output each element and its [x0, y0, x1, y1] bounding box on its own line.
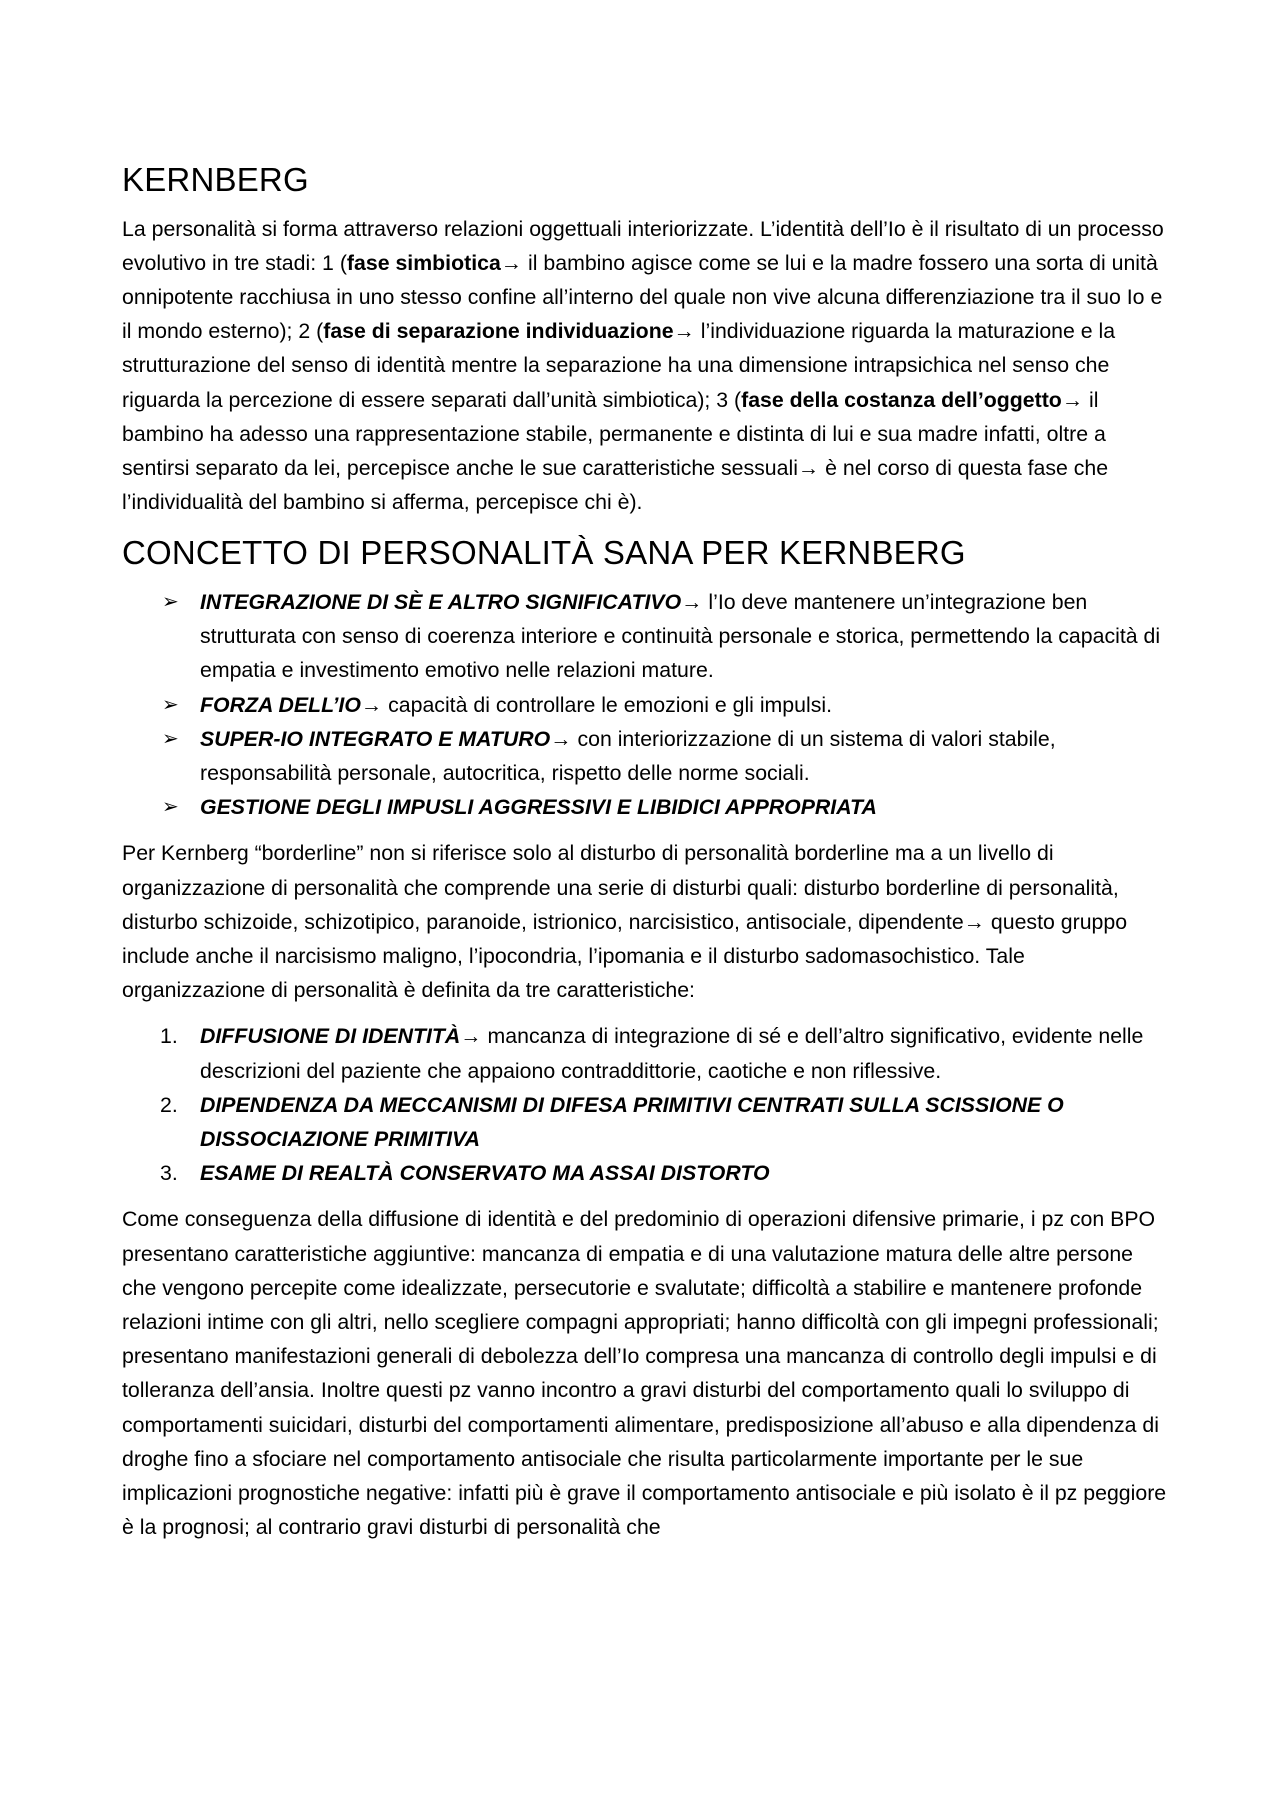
list-item-label: GESTIONE DEGLI IMPUSLI AGGRESSIVI E LIBIDICI APPROPRIATA — [200, 795, 877, 820]
list-item — [162, 688, 1170, 722]
numbered-item — [160, 1019, 1170, 1087]
para1-bold-fase-separazione: fase di separazione individuazione — [323, 319, 674, 344]
list-item-text: con interiorizzazione di un sistema di valori stabile, responsabilità personale, autocritica, rispetto delle norme sociali. — [200, 726, 1056, 786]
heading-kernberg: KERNBERG — [122, 161, 309, 198]
numbered-item — [160, 1088, 1170, 1156]
item-number: 2. — [160, 1092, 178, 1117]
paragraph-stadi — [122, 212, 1170, 520]
arrow-bullet-icon: ➢ — [162, 796, 179, 819]
para1-text-2: → il bambino agisce come se lui e la madre fossero una sorta di unità onnipotente racchiusa in uno stesso confine all’interno del quale non vive alcuna differenziazione tra il suo Io e il mondo esterno); 2 ( — [122, 250, 1163, 344]
paragraph-borderline: Per Kernberg “borderline” non si riferisce solo al disturbo di personalità borderline ma a un livello di organizzazione di personalità che comprende una serie di disturbi quali: disturbo borderline di personalità, disturbo schizoide, schizotipico, paranoide, istrionico, narcisistico, antisociale, dipendente→ questo gruppo include anche il narcisismo maligno, l’ipocondria, l’ipomania e il disturbo sadomasochistico. Tale organizzazione di personalità è definita da tre caratteristiche: — [122, 841, 1128, 1003]
list-item-label: INTEGRAZIONE DI SÈ E ALTRO SIGNIFICATIVO→ — [200, 590, 703, 615]
para1-bold-fase-simbiotica: fase simbiotica — [346, 250, 501, 275]
arrow-bullet-icon: ➢ — [162, 727, 179, 750]
list-item-text: l’Io deve mantenere un’integrazione ben strutturata con senso di coerenza interiore e continuità personale e storica, permettendo la capacità di empatia e investimento emotivo nelle relazioni mature. — [200, 590, 1161, 683]
numbered-item-label: DIPENDENZA DA MECCANISMI DI DIFESA PRIMITIVI CENTRATI SULLA SCISSIONE O DISSOCIAZIONE PRIMITIVA — [200, 1092, 1064, 1152]
para1-text-4: → il bambino ha adesso una rappresentazione stabile, permanente e distinta di lui e sua madre infatti, oltre a sentirsi separato da lei, percepisce anche le sue caratteristiche sessuali→ è nel corso di questa fase che l’individualità del bambino si afferma, percepisce chi è). — [122, 387, 1109, 515]
numbered-item — [160, 1156, 1170, 1190]
para1-bold-fase-costanza: fase della costanza dell’oggetto — [741, 387, 1062, 412]
list-item-label: SUPER-IO INTEGRATO E MATURO→ — [200, 726, 572, 751]
para1-text-3: → l’individuazione riguarda la maturazione e la strutturazione del senso di identità mentre la separazione ha una dimensione intrapsichica nel senso che riguarda la percezione di essere separati dall’unità simbiotica); 3 ( — [122, 319, 1116, 412]
arrow-bullet-icon: ➢ — [162, 591, 179, 614]
list-item — [162, 585, 1170, 688]
numbered-item-text: mancanza di integrazione di sé e dell’altro significativo, evidente nelle descrizioni del paziente che appaiono contraddittorie, caotiche e non riflessive. — [200, 1024, 1144, 1083]
list-item — [162, 790, 1170, 824]
numbered-list — [122, 1019, 1170, 1190]
item-number: 1. — [160, 1024, 178, 1049]
numbered-item-label: DIFFUSIONE DI IDENTITÀ→ — [200, 1024, 482, 1049]
paragraph-bpo: Come conseguenza della diffusione di identità e del predominio di operazioni difensive primarie, i pz con BPO presentano caratteristiche aggiuntive: mancanza di empatia e di una valutazione matura delle altre persone che vengono percepite come idealizzate, persecutorie e svalutate; difficoltà a stabilire e mantenere profonde relazioni intime con gli altri, nello scegliere compagni appropriati; hanno difficoltà con gli impegni professionali; presentano manifestazioni generali di debolezza dell’Io compresa una mancanza di controllo degli impulsi e di tolleranza dell’ansia. Inoltre questi pz vanno incontro a gravi disturbi del comportamento quali lo sviluppo di comportamenti suicidari, disturbi del comportamenti alimentare, predisposizione all’abuso e alla dipendenza di droghe fino a sfociare nel comportamento antisociale che risulta particolarmente importante per le sue implicazioni prognostiche negative: infatti più è grave il comportamento antisociale e più isolato è il pz peggiore è la prognosi; al contrario gravi disturbi di personalità che — [122, 1207, 1167, 1540]
list-item — [162, 722, 1170, 790]
list-item-text: capacità di controllare le emozioni e gli impulsi. — [382, 692, 833, 717]
heading-personalita-sana: CONCETTO DI PERSONALITÀ SANA PER KERNBERG — [122, 534, 966, 572]
bullet-list — [122, 585, 1170, 824]
item-number: 3. — [160, 1161, 178, 1186]
arrow-bullet-icon: ➢ — [162, 693, 179, 716]
numbered-item-label: ESAME DI REALTÀ CONSERVATO MA ASSAI DISTORTO — [200, 1161, 770, 1186]
para1-text-1: La personalità si forma attraverso relazioni oggettuali interiorizzate. L’identità dell’Io è il risultato di un processo evolutivo in tre stadi: 1 ( — [122, 216, 1164, 275]
list-item-label: FORZA DELL’IO→ — [200, 692, 383, 717]
